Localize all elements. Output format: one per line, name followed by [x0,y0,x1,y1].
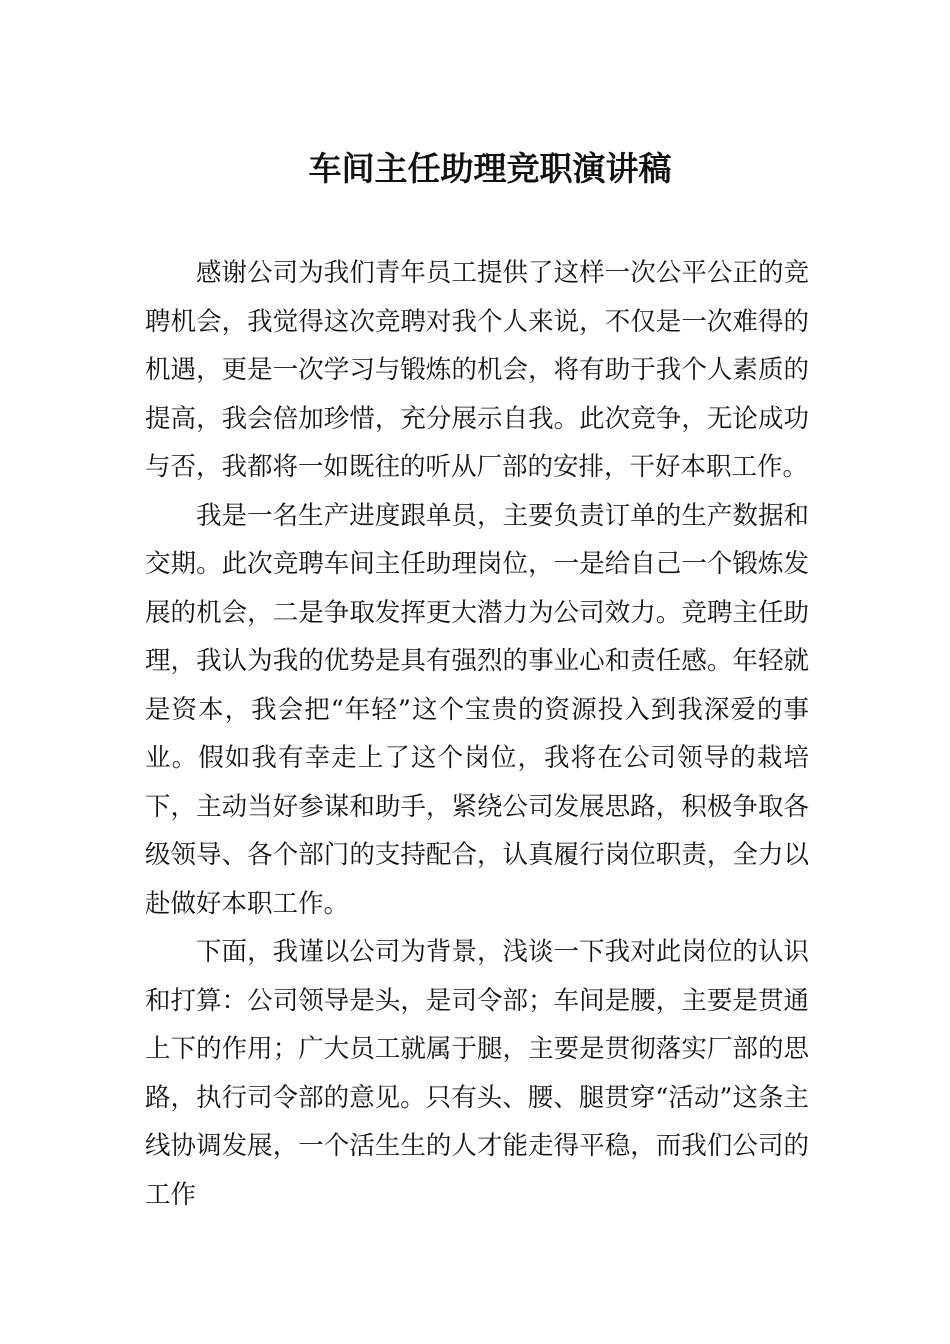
document-title: 车间主任助理竞职演讲稿 [308,149,672,188]
paragraph-3: 下面，我谨以公司为背景，浅谈一下我对此岗位的认识和打算：公司领导是头，是司令部；车间是腰，主要是贯通上下的作用；广大员工就属于腿，主要是贯彻落实厂部的思路，执行司令部的意见。只有头、腰、腿贯穿“活动”这条主线协调发展，一个活生生的人才能走得平稳，而我们公司的工作 [145,937,809,1210]
paragraph-2: 我是一名生产进度跟单员，主要负责订单的生产数据和交期。此次竞聘车间主任助理岗位，一是给自己一个锻炼发展的机会，二是争取发挥更大潜力为公司效力。竞聘主任助理，我认为我的优势是具有强烈的事业心和责任感。年轻就是资本，我会把“年轻”这个宝贵的资源投入到我深爱的事业。假如我有幸走上了这个岗位，我将在公司领导的栽培下，主动当好参谋和助手，紧绕公司发展思路，积极争取各级领导、各个部门的支持配合，认真履行岗位职责，全力以赴做好本职工作。 [145,500,809,919]
paragraph-1: 感谢公司为我们青年员工提供了这样一次公平公正的竞聘机会，我觉得这次竞聘对我个人来说，不仅是一次难得的机遇，更是一次学习与锻炼的机会，将有助于我个人素质的提高，我会倍加珍惜，充分展示自我。此次竞争，无论成功与否，我都将一如既往的听从厂部的安排，干好本职工作。 [145,258,809,482]
document-body [145,249,809,1219]
